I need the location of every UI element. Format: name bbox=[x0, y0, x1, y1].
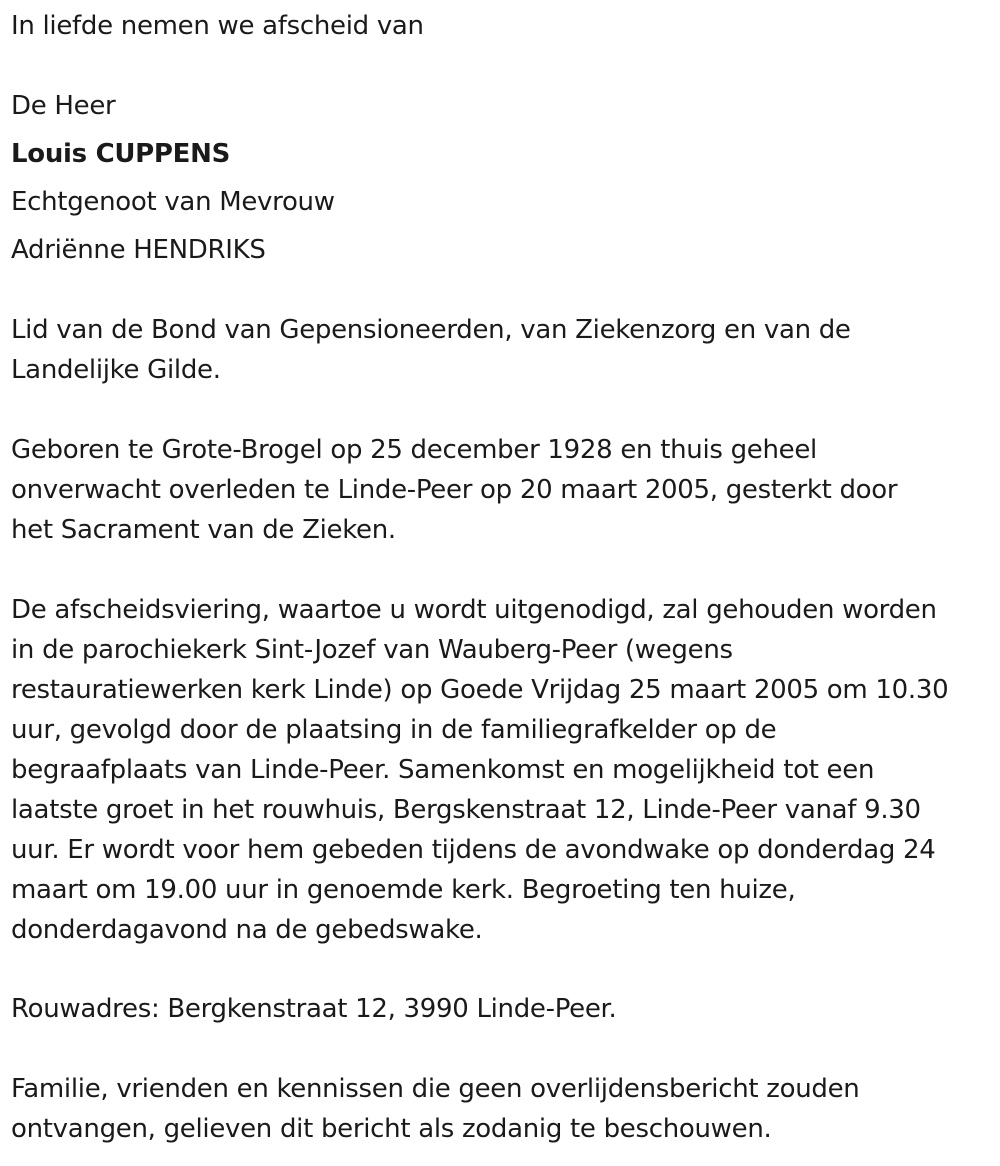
intro-text: In liefde nemen we afscheid van bbox=[11, 11, 424, 41]
spouse-line-1: Echtgenoot van Mevrouw bbox=[11, 187, 335, 217]
honorific-title: De Heer bbox=[11, 91, 116, 121]
service-paragraph: De afscheidsviering, waartoe u wordt uitgenodigd, zal gehouden worden in de parochiekerk Sint-Jozef van Wauberg-Peer (wegens restauratiewerken kerk Linde) op Goede Vrijdag 25 maart 2005 om 10.30 uur, gevolgd door de plaatsing in de familiegrafkelder op de begraafplaats van Linde-Peer. Samenkomst en mogelijkheid tot een laatste groet in het rouwhuis, Bergskenstraat 12, Linde-Peer vanaf 9.30 uur. Er wordt voor hem gebeden tijdens de avondwake op donderdag 24 maart om 19.00 uur in genoemde kerk. Begroeting ten huize, donderdagavond na de gebedswake. bbox=[11, 595, 949, 945]
deceased-name: Louis CUPPENS bbox=[11, 139, 231, 169]
mourning-address: Rouwadres: Bergkenstraat 12, 3990 Linde-Peer. bbox=[11, 994, 617, 1024]
membership-paragraph: Lid van de Bond van Gepensioneerden, van Ziekenzorg en van de Landelijke Gilde. bbox=[11, 315, 851, 385]
family-note: Familie, vrienden en kennissen die geen overlijdensbericht zouden ontvangen, gelieven dit bericht als zodanig te beschouwen. bbox=[11, 1074, 860, 1144]
birth-death-paragraph: Geboren te Grote-Brogel op 25 december 1928 en thuis geheel onverwacht overleden te Linde-Peer op 20 maart 2005, gesterkt door het Sacrament van de Zieken. bbox=[11, 435, 898, 545]
spouse-line-2: Adriënne HENDRIKS bbox=[11, 235, 266, 265]
